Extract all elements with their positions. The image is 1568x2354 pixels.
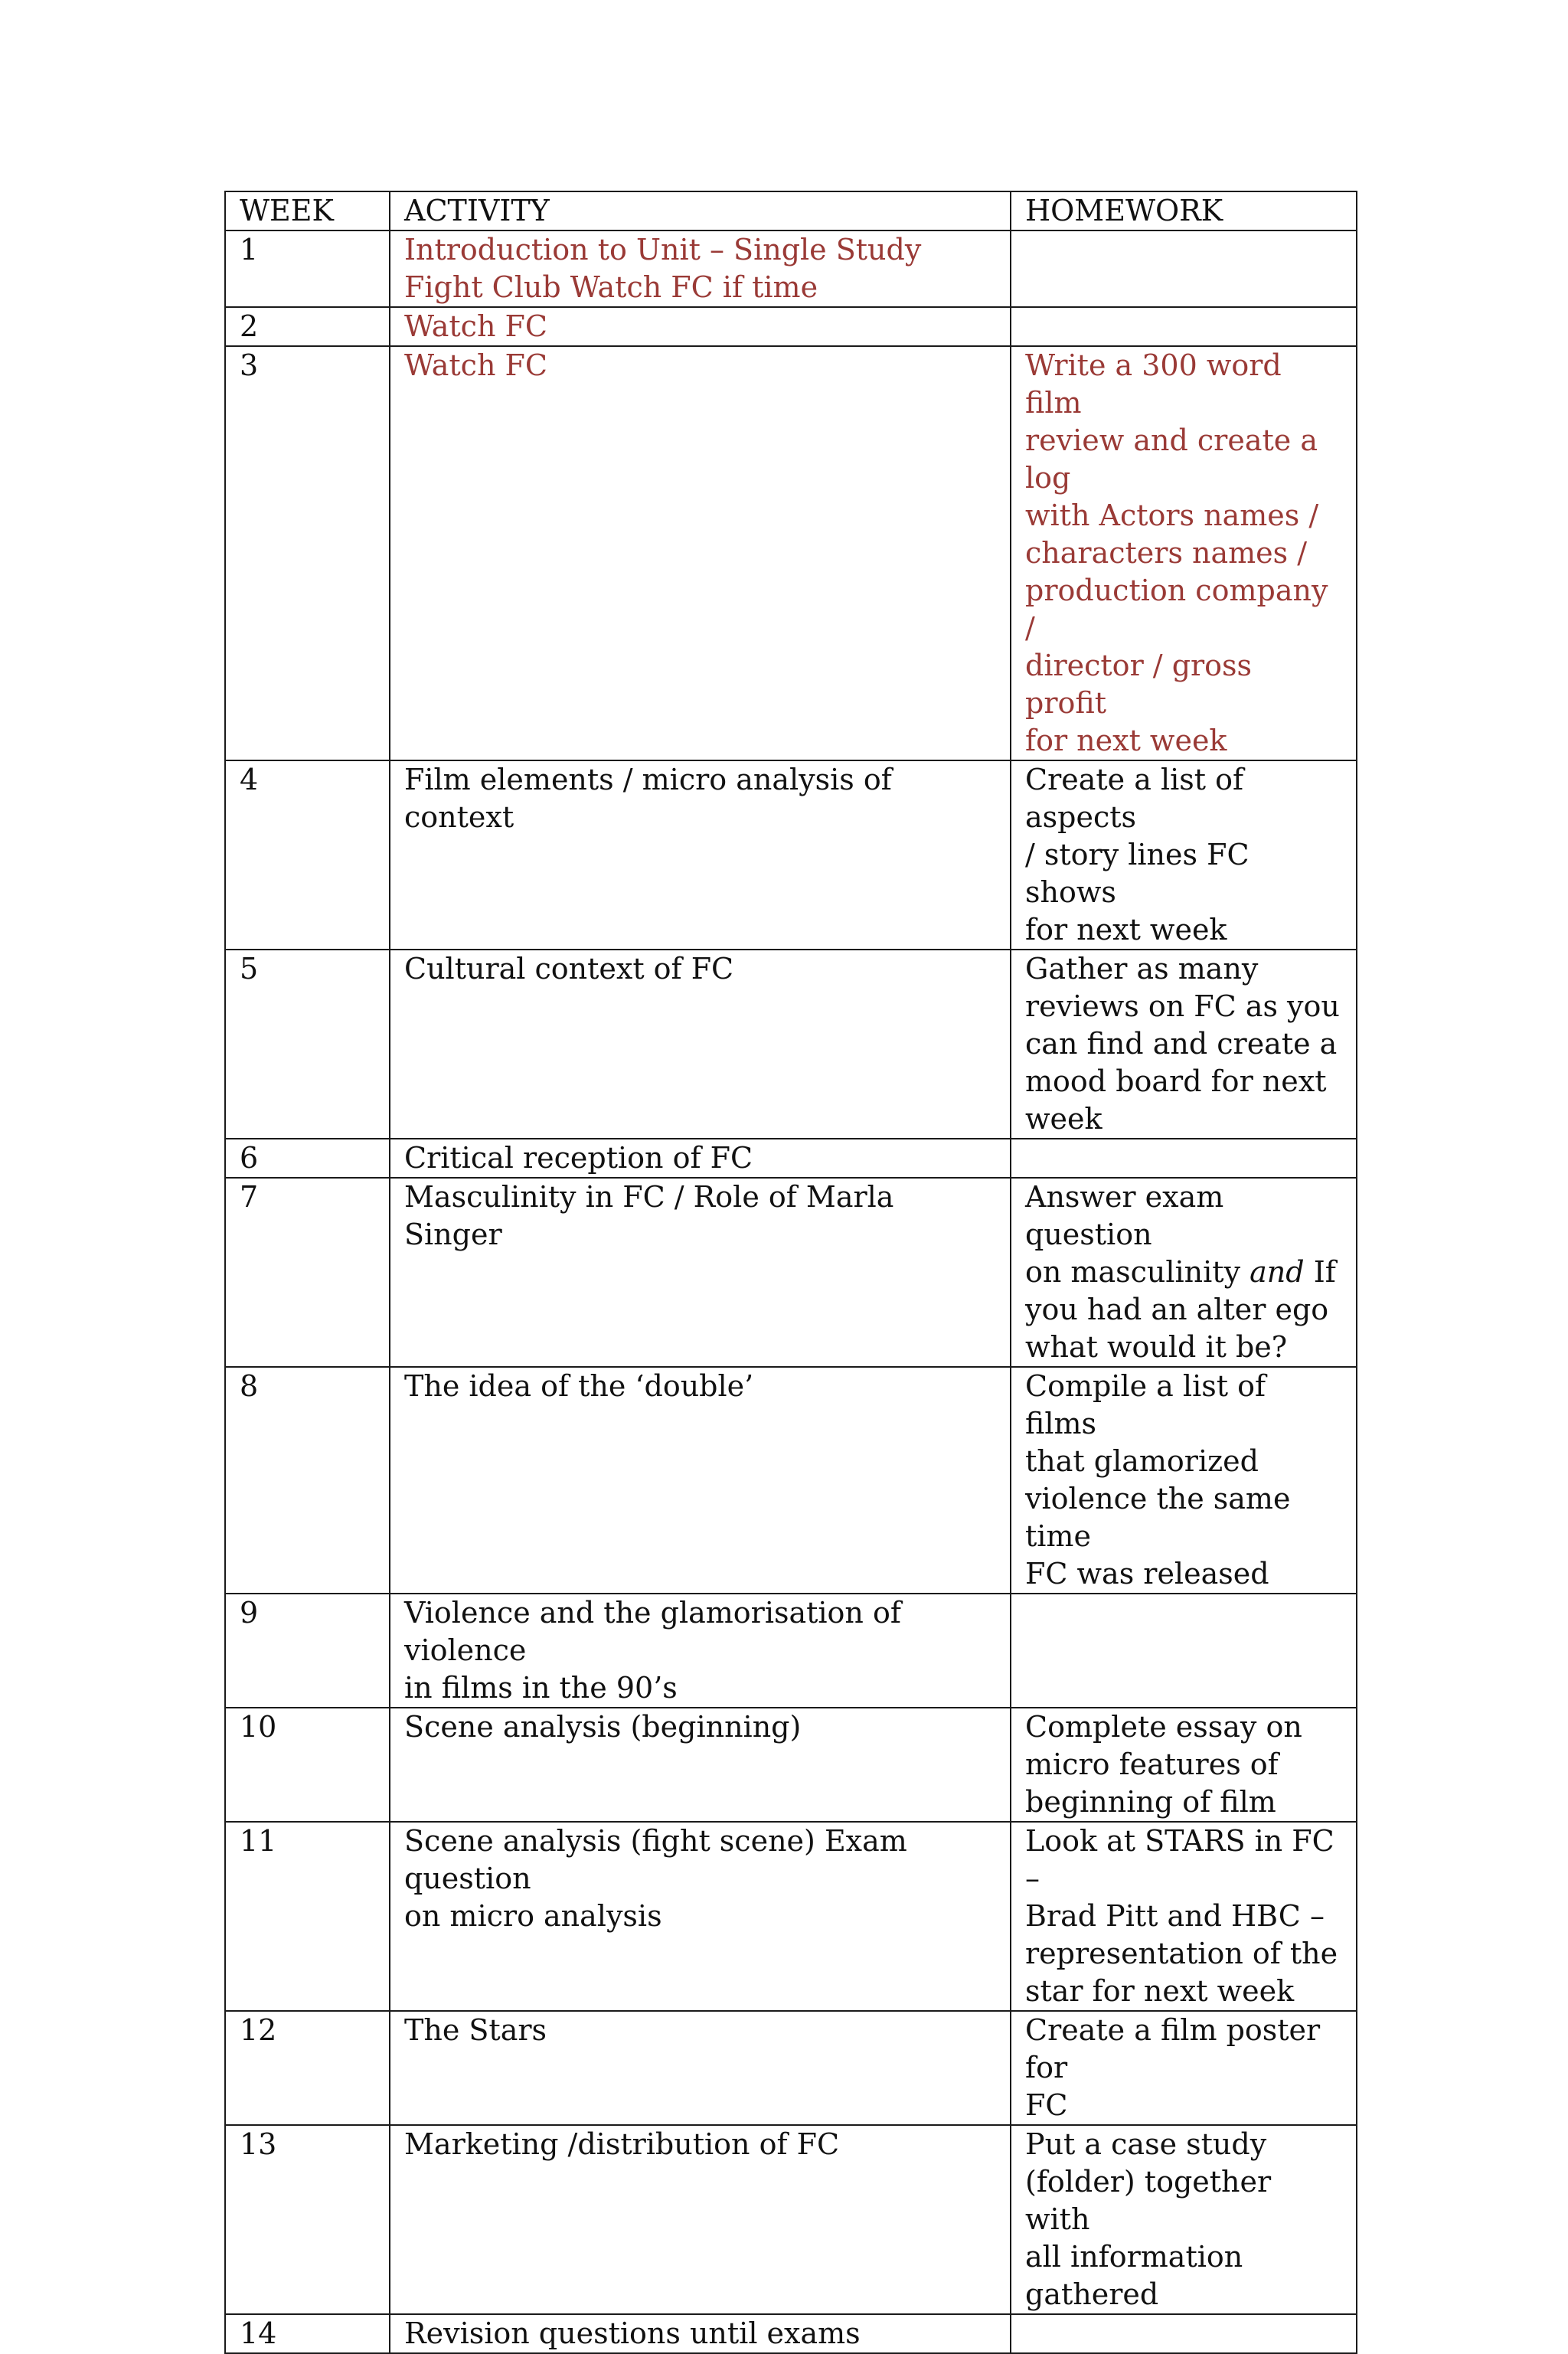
activity-line: Scene analysis (fight scene) Exam question [404,1824,907,1895]
homework-line: violence the same time [1025,1482,1291,1553]
homework-line: Brad Pitt and HBC – [1025,1899,1325,1933]
activity-cell [390,230,1011,307]
homework-cell [1011,2125,1357,2314]
homework-line: Create a list of aspects [1025,763,1244,834]
homework-line: that glamorized [1025,1444,1259,1478]
homework-line: director / gross profit [1025,649,1253,720]
activity-line: Violence and the glamorisation of violence [404,1596,901,1667]
activity-cell [390,2125,1011,2314]
activity-line: Film elements / micro analysis of context [404,763,892,834]
homework-line: Put a case study [1025,2127,1267,2161]
homework-line: characters names / [1025,536,1308,570]
table-row [225,950,1357,1139]
homework-line: for next week [1025,724,1227,757]
homework-line: you had an alter ego [1025,1293,1329,1326]
empty-line [1025,308,1342,345]
activity-cell [390,950,1011,1139]
week-cell: 10 [225,1708,390,1822]
table-row [225,1594,1357,1708]
homework-line: gathered [1025,2277,1159,2311]
activity-line: Cultural context of FC [404,952,734,986]
week-cell: 11 [225,1822,390,2011]
week-cell: 14 [225,2314,390,2353]
homework-line: all information [1025,2240,1243,2274]
homework-line-rest: If [1304,1255,1336,1289]
week-cell: 13 [225,2125,390,2314]
scheme-of-work-table [224,191,1357,2354]
week-cell: 12 [225,2011,390,2125]
homework-cell [1011,1367,1357,1594]
activity-line: Scene analysis (beginning) [404,1710,802,1744]
homework-line-text: on masculinity [1025,1255,1241,1289]
homework-line: star for next week [1025,1974,1295,2008]
week-cell: 6 [225,1139,390,1178]
homework-cell [1011,307,1357,346]
homework-cell [1011,950,1357,1139]
header-activity: ACTIVITY [390,191,1011,230]
week-cell: 8 [225,1367,390,1594]
homework-cell [1011,760,1357,950]
activity-line: Watch FC [404,309,547,343]
homework-line: production company / [1025,574,1328,645]
activity-cell [390,1178,1011,1367]
homework-line: can find and create a [1025,1027,1338,1061]
activity-cell [390,307,1011,346]
activity-cell [390,346,1011,760]
activity-line: in films in the 90’s [404,1671,678,1705]
table-row [225,1178,1357,1367]
homework-line: week [1025,1102,1102,1136]
activity-line: Marketing /distribution of FC [404,2127,840,2161]
empty-line [1025,2315,1342,2352]
week-cell: 3 [225,346,390,760]
homework-line: reviews on FC as you [1025,989,1340,1023]
homework-cell [1011,346,1357,760]
table-row [225,2314,1357,2353]
homework-line: FC [1025,2088,1068,2122]
homework-line: Write a 300 word film [1025,348,1282,420]
activity-line: Introduction to Unit – Single Study [404,233,922,266]
table-row [225,1367,1357,1594]
week-cell: 7 [225,1178,390,1367]
table-row [225,307,1357,346]
activity-line: on micro analysis [404,1899,662,1933]
empty-line [1025,1594,1342,1632]
homework-line: mood board for next [1025,1064,1327,1098]
homework-line: representation of the [1025,1937,1338,1970]
activity-line: The Stars [404,2013,547,2047]
activity-line: Revision questions until exams [404,2316,861,2350]
table-row [225,1708,1357,1822]
homework-line: Gather as many [1025,952,1259,986]
empty-line [1025,231,1342,269]
homework-line: Create a film poster for [1025,2013,1321,2084]
table-row [225,2125,1357,2314]
homework-line: what would it be? [1025,1330,1288,1364]
activity-cell [390,1139,1011,1178]
table-row [225,230,1357,307]
homework-cell [1011,230,1357,307]
homework-line: (folder) together with [1025,2165,1272,2236]
activity-cell [390,2314,1011,2353]
activity-cell [390,1822,1011,2011]
homework-line: review and create a log [1025,423,1318,495]
activity-line: Critical reception of FC [404,1141,753,1175]
homework-cell [1011,1708,1357,1822]
week-cell: 4 [225,760,390,950]
homework-line: for next week [1025,913,1227,947]
homework-cell [1011,1594,1357,1708]
homework-line: Look at STARS in FC – [1025,1824,1334,1895]
homework-line: micro features of [1025,1748,1279,1781]
table-row [225,1822,1357,2011]
homework-line: Complete essay on [1025,1710,1302,1744]
activity-line: Fight Club Watch FC if time [404,270,818,304]
activity-cell [390,1367,1011,1594]
activity-line: Masculinity in FC / Role of Marla Singer [404,1180,894,1251]
homework-line: Compile a list of films [1025,1369,1266,1440]
homework-cell [1011,2314,1357,2353]
week-cell: 9 [225,1594,390,1708]
table-header-row [225,191,1357,230]
emphasis-word: and [1250,1255,1305,1289]
week-cell: 1 [225,230,390,307]
table-row [225,346,1357,760]
activity-cell [390,2011,1011,2125]
empty-line [1025,1139,1342,1177]
activity-cell [390,1708,1011,1822]
homework-line: beginning of film [1025,1785,1276,1819]
activity-cell [390,1594,1011,1708]
week-cell: 2 [225,307,390,346]
homework-cell [1011,1822,1357,2011]
table-row [225,1139,1357,1178]
homework-line: with Actors names / [1025,499,1319,532]
homework-line: / story lines FC shows [1025,838,1250,909]
activity-cell [390,760,1011,950]
homework-cell [1011,1139,1357,1178]
week-cell: 5 [225,950,390,1139]
activity-line: Watch FC [404,348,547,382]
homework-line: FC was released [1025,1557,1269,1591]
homework-line: Answer exam question [1025,1180,1224,1251]
header-homework: HOMEWORK [1011,191,1357,230]
table-row [225,760,1357,950]
homework-cell [1011,1178,1357,1367]
homework-line [1025,1254,1342,1291]
header-week: WEEK [225,191,390,230]
table-row [225,2011,1357,2125]
homework-cell [1011,2011,1357,2125]
activity-line: The idea of the ‘double’ [404,1369,754,1403]
